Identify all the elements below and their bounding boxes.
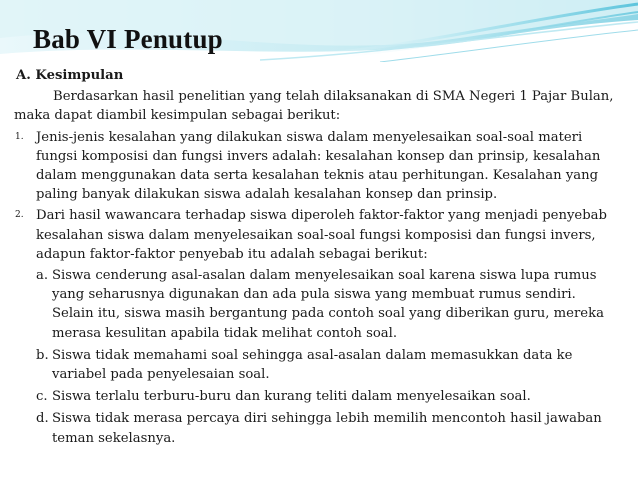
slide-title: Bab VI Penutup: [33, 24, 223, 54]
sub-marker: a.: [36, 268, 49, 284]
list-item-2: [14, 206, 620, 264]
list-item-text: Dari hasil wawancara terhadap siswa diperoleh faktor-faktor yang menjadi penyebab kesalahan siswa dalam menyelesaikan soal-soal fungsi komposisi dan fungsi invers, adapun faktor-faktor penyebab itu adalah sebagai berikut:: [36, 208, 607, 262]
sub-list: [14, 266, 620, 448]
sub-marker: c.: [36, 389, 48, 405]
sub-item-text: Siswa tidak merasa percaya diri sehingga lebih memilih mencontoh hasil jawaban teman sekelasnya.: [52, 411, 602, 446]
sub-marker: d.: [36, 411, 49, 427]
section-heading: A. Kesimpulan: [16, 68, 124, 83]
list-item-1: [14, 128, 620, 205]
sub-item-c: [14, 387, 620, 406]
intro-paragraph: Berdasarkan hasil penelitian yang telah dilaksanakan di SMA Negeri 1 Pajar Bulan, maka dapat diambil kesimpulan sebagai berikut:: [14, 89, 614, 124]
sub-item-b: [14, 346, 620, 384]
sub-item-a: [14, 266, 620, 343]
sub-item-text: Siswa cenderung asal-asalan dalam menyelesaikan soal karena siswa lupa rumus yang seharusnya digunakan dan ada pula siswa yang membuat rumus sendiri. Selain itu, siswa masih bergantung pada contoh soal yang diberikan guru, mereka merasa kesulitan apabila tidak melihat contoh soal.: [52, 268, 604, 341]
sub-item-d: [14, 409, 620, 447]
list-marker: 2.: [15, 210, 24, 221]
sub-marker: b.: [36, 347, 49, 363]
list-item-text: Jenis-jenis kesalahan yang dilakukan siswa dalam menyelesaikan soal-soal materi fungsi komposisi dan fungsi invers adalah: kesalahan konsep dan prinsip, kesalahan dalam menggunakan data serta kesalahan teknis atau perhitungan. Kesalahan yang paling banyak dilakukan siswa adalah kesalahan konsep dan prinsip.: [36, 129, 601, 203]
slide-content: [14, 66, 620, 451]
sub-item-text: Siswa tidak memahami soal sehingga asal-asalan dalam memasukkan data ke variabel pada penyelesaian soal.: [52, 347, 573, 383]
list-marker: 1.: [15, 131, 24, 142]
sub-item-text: Siswa terlalu terburu-buru dan kurang teliti dalam menyelesaikan soal.: [52, 389, 531, 405]
